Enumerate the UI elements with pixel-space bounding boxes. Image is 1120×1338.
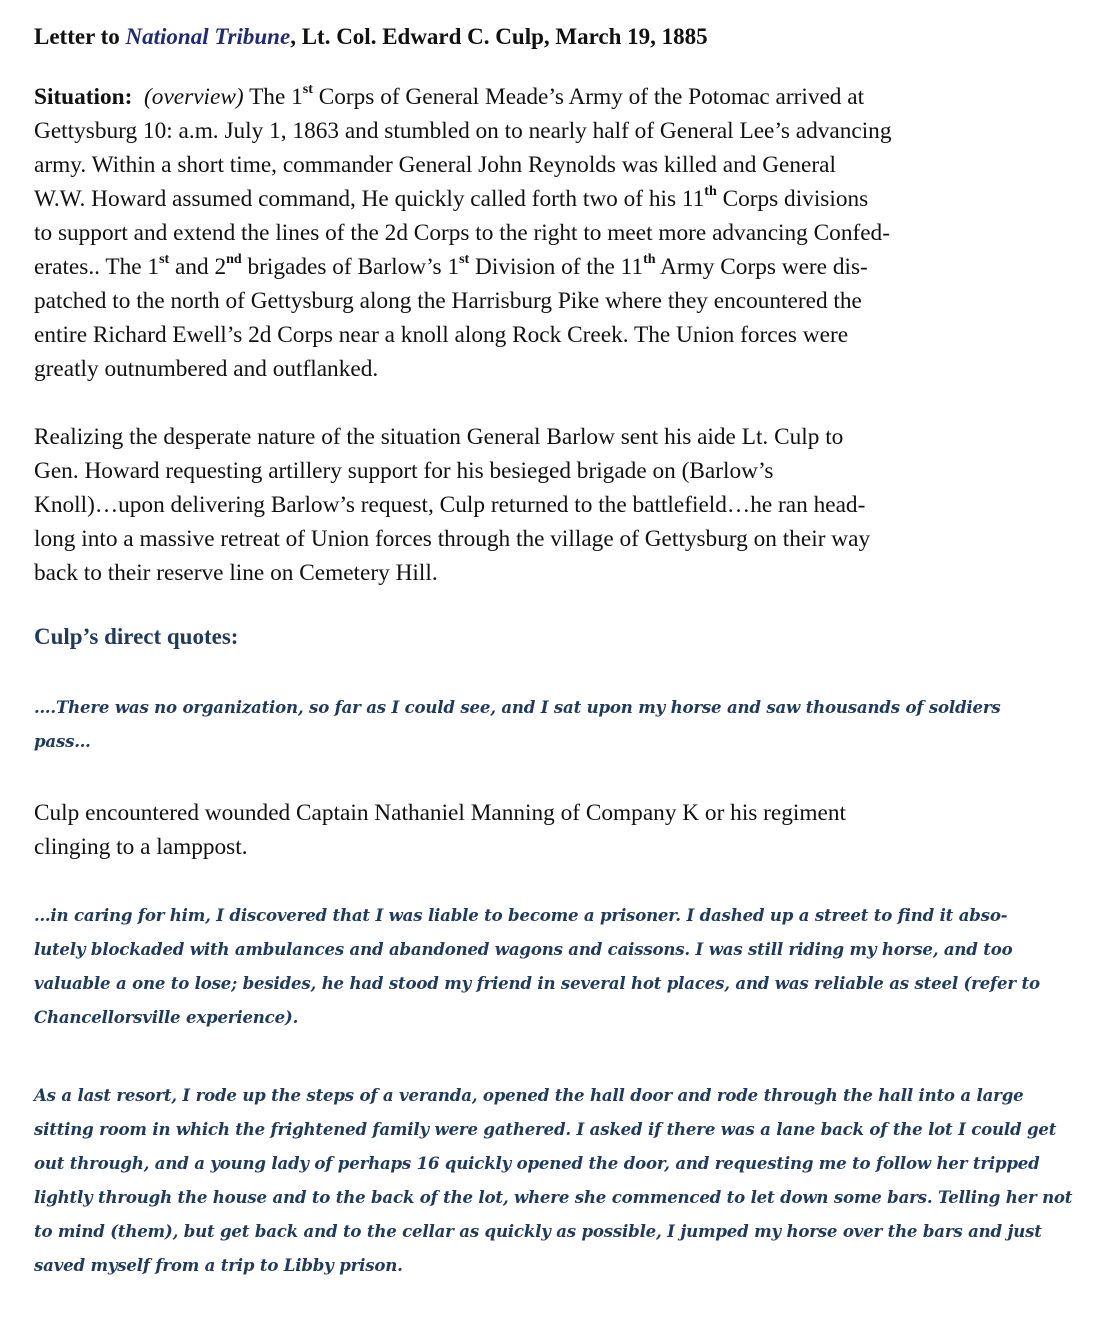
title-prefix: Letter to: [34, 24, 126, 49]
quote-block-3: [34, 1078, 1114, 1282]
situation-line-6: [34, 250, 1114, 284]
quote-block-1: [34, 690, 1094, 758]
situation-paragraph: [34, 80, 1114, 386]
ordinal-suffix: st: [159, 252, 170, 268]
situation-label: Situation:: [34, 84, 133, 110]
quote-line: lutely blockaded with ambulances and abandoned wagons and caissons. I was still riding my horse, and too: [34, 939, 1013, 959]
manning-paragraph: [34, 796, 1094, 864]
title-suffix: , Lt. Col. Edward C. Culp, March 19, 1885: [290, 24, 708, 49]
situation-line-2: Gettysburg 10: a.m. July 1, 1863 and stumbled on to nearly half of General Lee’s advancing: [34, 118, 892, 144]
quote-block-2: [34, 898, 1104, 1034]
paragraph-line: Knoll)…upon delivering Barlow’s request, Culp returned to the battlefield…he ran head-: [34, 492, 866, 518]
ordinal-suffix: st: [302, 82, 313, 98]
realizing-paragraph: [34, 420, 1094, 590]
situation-line-1: [34, 80, 1114, 114]
paragraph-line: long into a massive retreat of Union forces through the village of Gettysburg on their way: [34, 526, 871, 552]
situation-text: The 1: [249, 84, 303, 110]
paragraph-line: Realizing the desperate nature of the situation General Barlow sent his aide Lt. Culp to: [34, 424, 844, 450]
situation-text: Corps divisions: [716, 186, 869, 212]
situation-overview: (overview): [144, 84, 244, 110]
title-publication: National Tribune: [125, 24, 291, 49]
paragraph-line: clinging to a lamppost.: [34, 834, 248, 860]
quote-line: Chancellorsville experience).: [34, 1007, 299, 1027]
situation-text: W.W. Howard assumed command, He quickly called forth two of his 11: [34, 186, 705, 212]
situation-line-5: to support and extend the lines of the 2d Corps to the right to meet more advancing Confed-: [34, 220, 890, 246]
situation-text: Division of the 11: [469, 254, 644, 280]
ordinal-suffix: nd: [226, 252, 242, 268]
quotes-heading: Culp’s direct quotes:: [34, 624, 239, 649]
quote-line: valuable a one to lose; besides, he had stood my friend in several hot places, and was reliable as steel (refer to: [34, 973, 1040, 993]
quote-line: …in caring for him, I discovered that I was liable to become a prisoner. I dashed up a street to find it abso-: [34, 905, 1008, 925]
paragraph-line: Gen. Howard requesting artillery support for his besieged brigade on (Barlow’s: [34, 458, 774, 484]
paragraph-line: Culp encountered wounded Captain Nathaniel Manning of Company K or his regiment: [34, 800, 846, 826]
situation-text: erates.. The 1: [34, 254, 160, 280]
quote-line: sitting room in which the frightened family were gathered. I asked if there was a lane back of the lot I could get: [34, 1119, 1057, 1139]
situation-line-4: [34, 182, 1114, 216]
paragraph-line: back to their reserve line on Cemetery Hill.: [34, 560, 438, 586]
quote-line: ….There was no organization, so far as I could see, and I sat upon my horse and saw thousands of soldiers: [34, 697, 1001, 717]
situation-line-8: entire Richard Ewell’s 2d Corps near a knoll along Rock Creek. The Union forces were: [34, 322, 849, 348]
situation-line-3: army. Within a short time, commander General John Reynolds was killed and General: [34, 152, 836, 178]
document-title: [34, 22, 1094, 52]
ordinal-suffix: st: [459, 252, 470, 268]
ordinal-suffix: th: [643, 252, 656, 268]
quote-line: saved myself from a trip to Libby prison.: [34, 1255, 403, 1275]
ordinal-suffix: th: [704, 184, 717, 200]
quote-line: out through, and a young lady of perhaps 16 quickly opened the door, and requesting me to follow her tripped: [34, 1153, 1040, 1173]
situation-text: brigades of Barlow’s 1: [241, 254, 460, 280]
quote-line: lightly through the house and to the back of the lot, where she commenced to let down some bars. Telling her not: [34, 1187, 1073, 1207]
quote-line: pass…: [34, 731, 91, 751]
situation-text: Corps of General Meade’s Army of the Potomac arrived at: [312, 84, 865, 110]
situation-text: and 2: [169, 254, 227, 280]
situation-line-7: patched to the north of Gettysburg along the Harrisburg Pike where they encountered the: [34, 288, 862, 314]
situation-text: Army Corps were dis-: [655, 254, 868, 280]
quote-line: As a last resort, I rode up the steps of a veranda, opened the hall door and rode through the hall into a large: [34, 1085, 1024, 1105]
quote-line: to mind (them), but get back and to the cellar as quickly as possible, I jumped my horse over the bars and just: [34, 1221, 1042, 1241]
situation-line-9: greatly outnumbered and outflanked.: [34, 356, 379, 382]
